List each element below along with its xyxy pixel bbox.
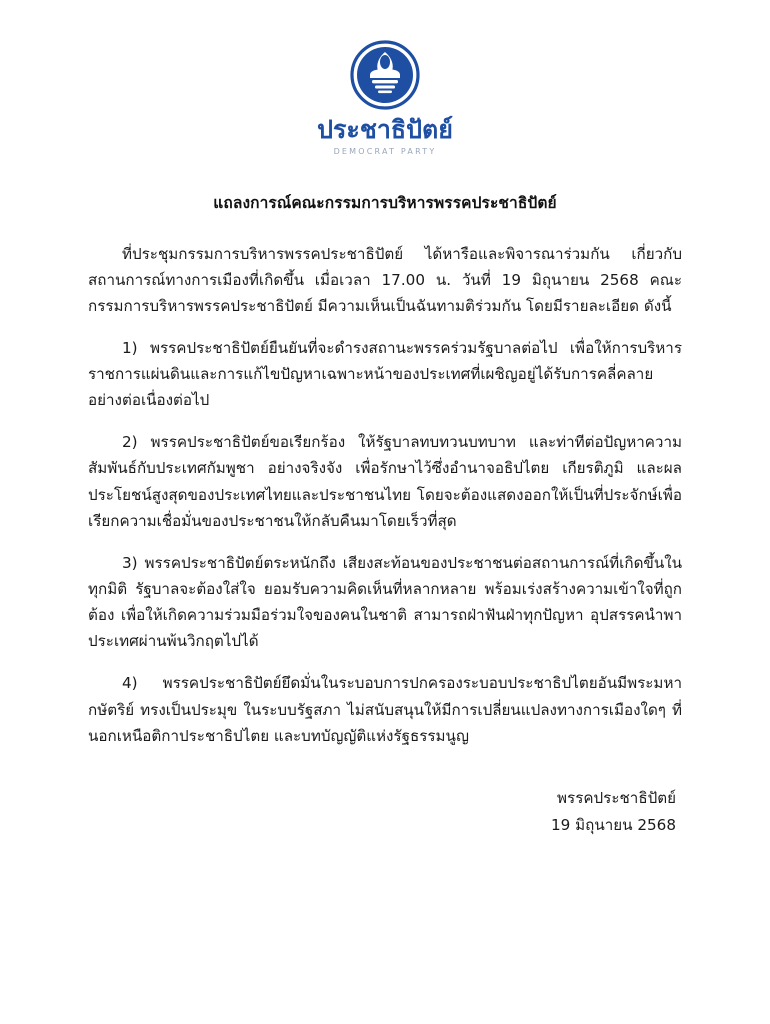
page-title: แถลงการณ์คณะกรรมการบริหารพรรคประชาธิปัตย์ <box>213 193 557 212</box>
party-logo <box>88 0 682 156</box>
paragraph-3: 3) พรรคประชาธิปัตย์ตระหนักถึง เสียงสะท้อนของประชาชนต่อสถานการณ์ที่เกิดขึ้นในทุกมิติ รัฐบาลจะต้องใส่ใจ ยอมรับความคิดเห็นที่หลากหลาย พร้อมเร่งสร้างความเข้าใจที่ถูกต้อง เพื่อให้เกิดความร่วมมือร่วมใจของคนในชาติ สามารถฝ่าฟันฝ่าทุกปัญหา อุปสรรคนำพาประเทศผ่านพ้นวิกฤตไปได้ <box>88 553 682 651</box>
party-subtitle: DEMOCRAT PARTY <box>333 146 437 156</box>
democrat-party-emblem-icon <box>348 38 422 112</box>
paragraph-1: 1) พรรคประชาธิปัตย์ยืนยันที่จะดำรงสถานะพรรคร่วมรัฐบาลต่อไป เพื่อให้การบริหารราชการแผ่นดินและการแก้ไขปัญหาเฉพาะหน้าของประเทศที่เผชิญอยู่ได้รับการคลี่คลายอย่างต่อเนื่องต่อไป <box>88 338 682 410</box>
paragraph-4: 4) พรรคประชาธิปัตย์ยึดมั่นในระบอบการปกครองระบอบประชาธิปไตยอันมีพระมหากษัตริย์ ทรงเป็นประมุข ในระบบรัฐสภา ไม่สนับสนุนให้มีการเปลี่ยนแปลงทางการเมืองใดๆ ที่นอกเหนือติกาประชาธิปไตย และบทบัญญัติแห่งรัฐธรรมนูญ <box>88 674 682 745</box>
signature-block <box>88 785 682 840</box>
statement-body <box>88 241 682 749</box>
signature-date: 19 มิถุนายน 2568 <box>550 816 676 835</box>
paragraph-2: 2) พรรคประชาธิปัตย์ขอเรียกร้อง ให้รัฐบาลทบทวนบทบาท และท่าทีต่อปัญหาความสัมพันธ์กับประเทศกัมพูชา อย่างจริงจัง เพื่อรักษาไว้ซึ่งอำนาจอธิปไตย เกียรติภูมิ และผลประโยชน์สูงสุดของประเทศไทยและประชาชนไทย โดยจะต้องแสดงออกให้เป็นที่ประจักษ์เพื่อเรียกความเชื่อมั่นของประชาชนให้กลับคืนมาโดยเร็วที่สุด <box>88 433 682 530</box>
paragraph-intro: ที่ประชุมกรรมการบริหารพรรคประชาธิปัตย์ ได้หารือและพิจารณาร่วมกัน เกี่ยวกับสถานการณ์ทางการเมืองที่เกิดขึ้น เมื่อเวลา 17.00 น. วันที่ 19 มิถุนายน 2568 คณะกรรมการบริหารพรรคประชาธิปัตย์ มีความเห็นเป็นฉันทามติร่วมกัน โดยมีรายละเอียด ดังนี้ <box>88 244 682 315</box>
party-wordmark: ประชาธิปัตย์ <box>317 115 453 144</box>
signature-organization: พรรคประชาธิปัตย์ <box>557 788 676 807</box>
